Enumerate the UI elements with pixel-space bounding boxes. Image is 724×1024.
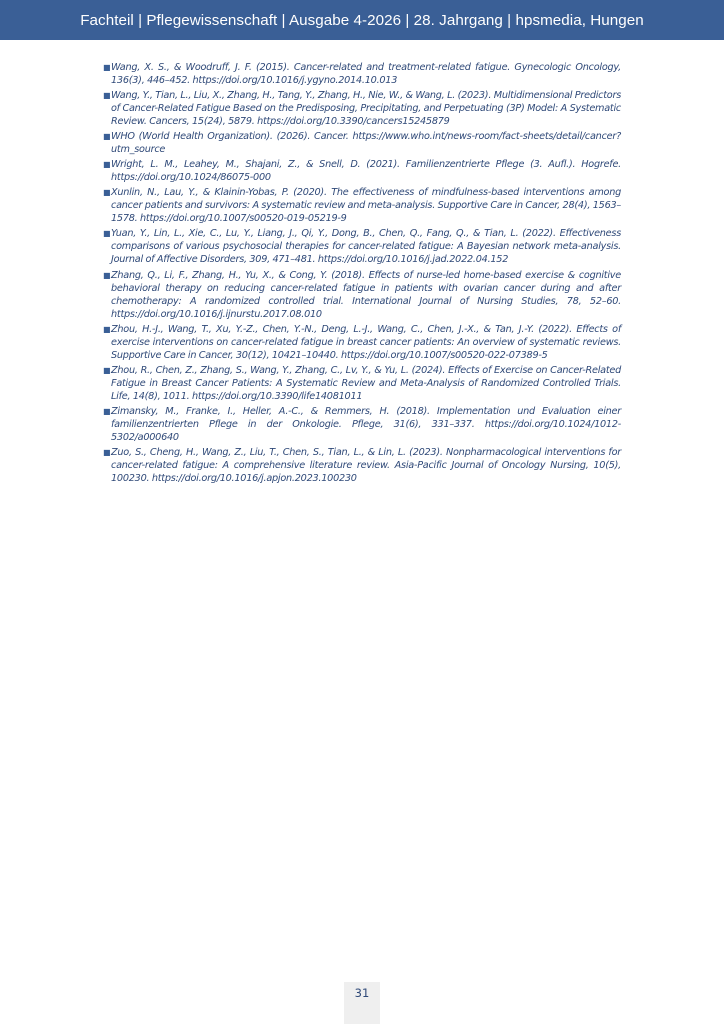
bullet-icon: ■ (103, 447, 111, 457)
reference-text: Wang, Y., Tian, L., Liu, X., Zhang, H., Tang, Y., Zhang, H., Nie, W., & Wang, L. (2023). Multidimensional Predictors of Cancer-Related Fatigue Based on the Predisposing, Precipitating, and Perpetuating (3P) Model: A Systematic Review. Cancers, 15(24), 5879. https://doi.org/10.3390/cancers15245879 (111, 90, 621, 128)
reference-text: Zhou, R., Chen, Z., Zhang, S., Wang, Y., Zhang, C., Lv, Y., & Yu, L. (2024). Effects of Exercise on Cancer-Related Fatigue in Breast Cancer Patients: A Systematic Review and Meta-Analysis of Randomized Controlled Trials. Life, 14(8), 1011. https://doi.org/10.3390/life14081011 (111, 364, 621, 402)
reference-item (103, 158, 621, 184)
reference-item (103, 269, 621, 321)
reference-text: Zimansky, M., Franke, I., Heller, A.-C., & Remmers, H. (2018). Implementation und Evaluation einer familienzentrierten Pflege in der Onkologie. Pflege, 31(6), 331–337. https://doi.org/10.1024/1012-5302/a000640 (111, 405, 621, 443)
bullet-icon: ■ (103, 160, 111, 170)
page-number: 31 (354, 986, 370, 1000)
reference-text: Yuan, Y., Lin, L., Xie, C., Lu, Y., Liang, J., Qi, Y., Dong, B., Chen, Q., Fang, Q., & Tian, L. (2022). Effectiveness comparisons of various psychosocial therapies for cancer-related fatigue: A Bayesian network meta-analysis. Journal of Affective Disorders, 309, 471–481. https://doi.org/10.1016/j.jad.2022.04.152 (111, 228, 621, 266)
bullet-icon: ■ (103, 63, 111, 72)
reference-text: Zhou, H.-J., Wang, T., Xu, Y.-Z., Chen, Y.-N., Deng, L.-J., Wang, C., Chen, J.-X., & Tan, J.-Y. (2022). Effects of exercise interventions on cancer-related fatigue in breast cancer patients: An overview of systematic reviews. Supportive Care in Cancer, 30(12), 10421–10440. https://doi.org/10.1007/s00520-022-07389-5 (111, 323, 621, 361)
reference-text: WHO (World Health Organization). (2026). Cancer. https://www.who.int/news-room/fact-sheets/detail/cancer?utm_source (111, 131, 621, 156)
reference-item (103, 61, 621, 87)
reference-item (103, 89, 621, 128)
page-number-box (344, 982, 380, 1024)
reference-text: Wang, X. S., & Woodruff, J. F. (2015). Cancer-related and treatment-related fatigue. Gynecologic Oncology, 136(3), 446–452. https://doi.org/10.1016/j.ygyno.2014.10.013 (111, 62, 621, 86)
reference-item (103, 186, 621, 225)
bullet-icon: ■ (103, 188, 111, 198)
reference-item (103, 323, 621, 362)
reference-item (103, 446, 621, 485)
bullet-icon: ■ (103, 365, 111, 375)
reference-text: Zuo, S., Cheng, H., Wang, Z., Liu, T., Chen, S., Tian, L., & Lin, L. (2023). Nonpharmacological interventions for cancer-related fatigue: A comprehensive literature review. Asia-Pacific Journal of Oncology Nursing, 10(5), 100230. https://doi.org/10.1016/j.apjon.2023.100230 (111, 446, 621, 484)
reference-item (103, 405, 621, 444)
bullet-icon: ■ (103, 132, 111, 142)
header-bar (0, 0, 724, 40)
header-title: Fachteil | Pflegewissenschaft | Ausgabe 4-2026 | 28. Jahrgang | hpsmedia, Hungen (80, 11, 644, 29)
bullet-icon: ■ (103, 270, 111, 280)
bullet-icon: ■ (103, 406, 111, 416)
reference-text: Xunlin, N., Lau, Y., & Klainin-Yobas, P. (2020). The effectiveness of mindfulness-based interventions among cancer patients and survivors: A systematic review and meta-analysis. Supportive Care in Cancer, 28(4), 1563–1578. https://doi.org/10.1007/s00520-019-05219-9 (111, 187, 621, 225)
reference-item (103, 364, 621, 403)
bullet-icon: ■ (103, 229, 111, 239)
reference-text: Zhang, Q., Li, F., Zhang, H., Yu, X., & Cong, Y. (2018). Effects of nurse-led home-based exercise & cognitive behavioral therapy on reducing cancer-related fatigue in patients with ovarian cancer during and after chemotherapy: A randomized controlled trial. International Journal of Nursing Studies, 78, 52–60. https://doi.org/10.1016/j.ijnurstu.2017.08.010 (111, 269, 621, 320)
bullet-icon: ■ (103, 91, 111, 101)
reference-item (103, 130, 621, 156)
reference-item (103, 227, 621, 266)
reference-text: Wright, L. M., Leahey, M., Shajani, Z., & Snell, D. (2021). Familienzentrierte Pflege (3. Aufl.). Hogrefe. https://doi.org/10.1024/86075-000 (111, 159, 621, 184)
bullet-icon: ■ (103, 324, 111, 334)
reference-list (103, 61, 621, 487)
